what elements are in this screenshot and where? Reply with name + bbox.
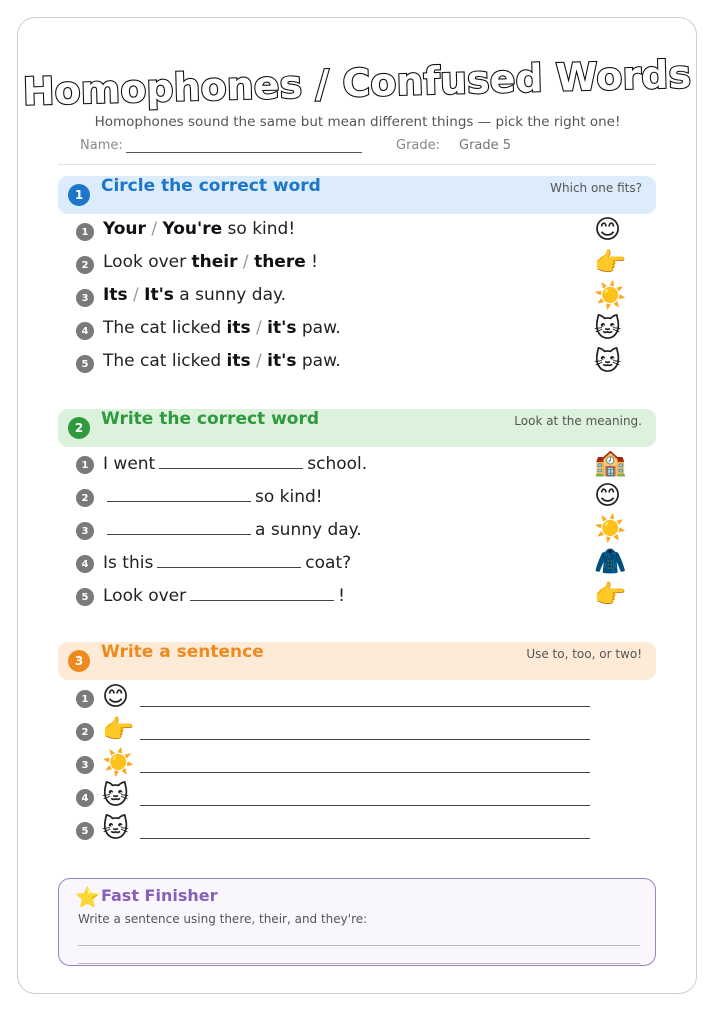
- section-2-number-badge: 2: [68, 417, 90, 439]
- grade-label: Grade:: [396, 138, 441, 153]
- prompt-emoji-icon: 👉: [102, 715, 135, 745]
- choice-option-b[interactable]: there: [254, 252, 306, 272]
- item-number: 4: [76, 555, 94, 573]
- list-item: [0, 547, 715, 581]
- item-number: 5: [76, 822, 94, 840]
- item-number: 2: [76, 489, 94, 507]
- sentence-text: Look over: [103, 252, 192, 272]
- sentence-text: school.: [307, 454, 368, 474]
- sentence-answer-line[interactable]: [140, 706, 590, 707]
- section-1-hint: Which one fits?: [550, 181, 642, 195]
- choice-option-a[interactable]: Your: [103, 219, 146, 239]
- fast-finisher-answer-line[interactable]: [78, 963, 640, 964]
- answer-blank[interactable]: [159, 452, 303, 469]
- fast-finisher-box: [58, 878, 656, 966]
- list-item: [0, 715, 715, 749]
- header-divider: [58, 164, 656, 165]
- grade-value: Grade 5: [459, 138, 512, 153]
- sentence-answer-line[interactable]: [140, 739, 590, 740]
- sentence-text: a sunny day.: [255, 520, 362, 540]
- choice-option-b[interactable]: It's: [144, 285, 174, 305]
- list-item: [0, 580, 715, 614]
- worksheet-title: [0, 48, 715, 112]
- sentence-text: so kind!: [222, 219, 296, 239]
- sentence-text: coat?: [305, 553, 352, 573]
- title-graphic: [0, 48, 715, 112]
- name-input-line[interactable]: [126, 152, 362, 153]
- answer-blank[interactable]: [107, 518, 251, 535]
- choice-option-b[interactable]: it's: [267, 351, 297, 371]
- item-number: 5: [76, 588, 94, 606]
- choice-option-a[interactable]: their: [191, 252, 238, 272]
- choice-separator: /: [250, 318, 268, 338]
- sentence-answer-line[interactable]: [140, 805, 590, 806]
- item-sentence: [103, 551, 351, 573]
- item-sentence: [103, 219, 295, 239]
- answer-blank[interactable]: [190, 584, 334, 601]
- answer-blank[interactable]: [107, 485, 251, 502]
- fast-finisher-prompt: Write a sentence using there, their, and they're:: [78, 912, 368, 926]
- section-3-hint: Use to, too, or two!: [526, 647, 642, 661]
- choice-option-b[interactable]: You're: [162, 219, 223, 239]
- item-sentence: [103, 252, 318, 272]
- sentence-text: !: [305, 252, 318, 272]
- choice-separator: /: [250, 351, 268, 371]
- item-number: 1: [76, 690, 94, 708]
- list-item: [0, 514, 715, 548]
- prompt-emoji-icon: 🐱: [102, 781, 130, 811]
- sentence-text: !: [338, 586, 345, 606]
- prompt-emoji-icon: 😊: [102, 682, 130, 712]
- choice-separator: /: [237, 252, 255, 272]
- item-sentence: [103, 452, 367, 474]
- hint-emoji-icon: 🧥: [594, 547, 627, 577]
- list-item: [0, 248, 715, 282]
- sentence-text: Look over: [103, 586, 187, 606]
- item-number: 1: [76, 456, 94, 474]
- section-1-number-badge: 1: [68, 184, 90, 206]
- sentence-text: a sunny day.: [173, 285, 287, 305]
- hint-emoji-icon: ☀️: [594, 281, 627, 311]
- fast-finisher-answer-line[interactable]: [78, 945, 640, 946]
- hint-emoji-icon: 🐱: [594, 347, 622, 377]
- subtitle: Homophones sound the same but mean different things — pick the right one!: [94, 114, 621, 130]
- list-item: [0, 814, 715, 848]
- list-item: [0, 781, 715, 815]
- section-1-title: Circle the correct word: [101, 176, 321, 196]
- sentence-text: so kind!: [255, 487, 323, 507]
- hint-emoji-icon: ☀️: [594, 514, 627, 544]
- prompt-emoji-icon: 🐱: [102, 814, 130, 844]
- choice-option-a[interactable]: its: [226, 318, 251, 338]
- sentence-answer-line[interactable]: [140, 772, 590, 773]
- section-1-header: [58, 176, 656, 214]
- hint-emoji-icon: 👉: [594, 248, 627, 278]
- section-2-title: Write the correct word: [101, 409, 320, 429]
- sentence-text: I went: [103, 454, 156, 474]
- item-number: 3: [76, 756, 94, 774]
- hint-emoji-icon: 😊: [594, 481, 622, 511]
- choice-option-a[interactable]: its: [226, 351, 251, 371]
- sentence-text: The cat licked: [103, 351, 227, 371]
- item-number: 5: [76, 355, 94, 373]
- hint-emoji-icon: 😊: [594, 215, 622, 245]
- list-item: [0, 215, 715, 249]
- fast-finisher-title: Fast Finisher: [101, 886, 218, 905]
- hint-emoji-icon: 🐱: [594, 314, 622, 344]
- item-sentence: [103, 351, 341, 371]
- hint-emoji-icon: 👉: [594, 580, 627, 610]
- prompt-emoji-icon: ☀️: [102, 748, 135, 778]
- item-number: 1: [76, 223, 94, 241]
- section-3-number-badge: 3: [68, 650, 90, 672]
- list-item: [0, 281, 715, 315]
- sentence-text: paw.: [296, 351, 341, 371]
- sentence-answer-line[interactable]: [140, 838, 590, 839]
- choice-separator: /: [145, 219, 163, 239]
- list-item: [0, 682, 715, 716]
- list-item: [0, 481, 715, 515]
- section-3-header: [58, 642, 656, 680]
- sentence-text: paw.: [296, 318, 341, 338]
- section-3-title: Write a sentence: [101, 642, 264, 662]
- sentence-text: Is this: [103, 553, 154, 573]
- list-item: [0, 347, 715, 381]
- answer-blank[interactable]: [157, 551, 301, 568]
- list-item: [0, 314, 715, 348]
- item-number: 2: [76, 723, 94, 741]
- item-number: 4: [76, 789, 94, 807]
- star-icon: ⭐: [75, 885, 100, 909]
- item-number: 2: [76, 256, 94, 274]
- hint-emoji-icon: 🏫: [594, 448, 627, 478]
- item-sentence: [103, 318, 341, 338]
- sentence-text: The cat licked: [103, 318, 227, 338]
- list-item: [0, 748, 715, 782]
- choice-option-b[interactable]: it's: [267, 318, 297, 338]
- item-number: 4: [76, 322, 94, 340]
- item-sentence: [103, 518, 362, 540]
- section-2-header: [58, 409, 656, 447]
- choice-option-a[interactable]: Its: [103, 285, 128, 305]
- name-label: Name:: [80, 138, 123, 153]
- title-text: Homophones / Confused Words: [22, 52, 692, 112]
- list-item: [0, 448, 715, 482]
- item-sentence: [103, 485, 323, 507]
- item-sentence: [103, 584, 345, 606]
- section-2-hint: Look at the meaning.: [514, 414, 642, 428]
- item-number: 3: [76, 522, 94, 540]
- item-sentence: [103, 285, 286, 305]
- item-number: 3: [76, 289, 94, 307]
- choice-separator: /: [127, 285, 145, 305]
